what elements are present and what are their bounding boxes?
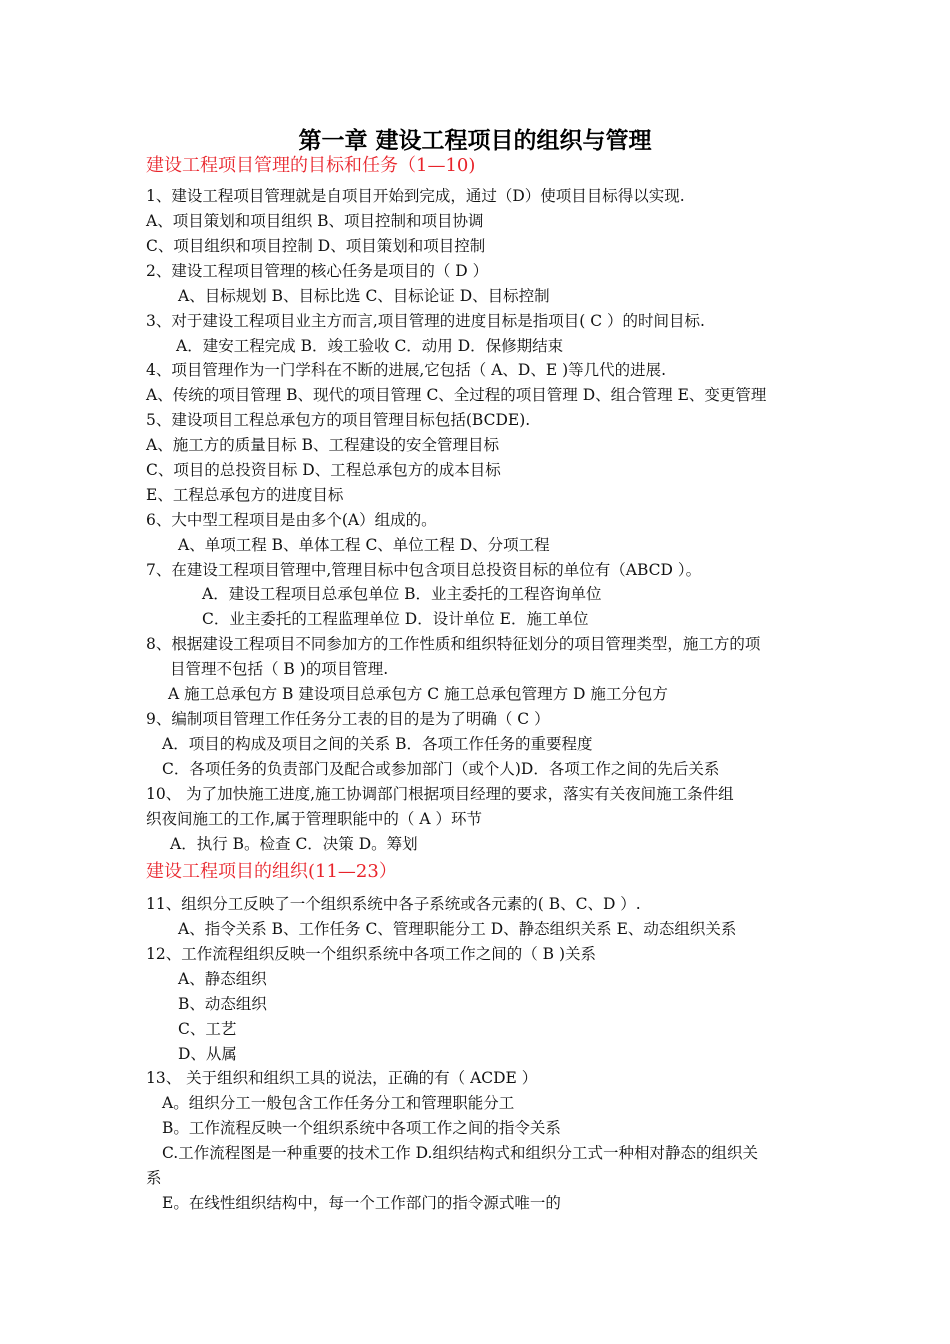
- question-10: 10、 为了加快施工进度,施工协调部门根据项目经理的要求，落实有关夜间施工条件组: [146, 785, 734, 803]
- question-12-option-d: D、从属: [178, 1045, 237, 1063]
- question-9-options-cd: C．各项任务的负责部门及配合或参加部门（或个人)D．各项工作之间的先后关系: [162, 760, 720, 778]
- question-12-option-c: C、工艺: [178, 1020, 237, 1038]
- question-4: 4、项目管理作为一门学科在不断的进展,它包括（ A、D、E )等几代的进展.: [146, 361, 667, 379]
- question-13-options-cd-continued: 系: [146, 1169, 162, 1187]
- question-13-options-cd: C.工作流程图是一种重要的技术工作 D.组织结构式和组织分工式一种相对静态的组织关: [162, 1144, 758, 1162]
- question-13-option-b: B。工作流程反映一个组织系统中各项工作之间的指令关系: [162, 1119, 561, 1137]
- question-13-option-e: E。在线性组织结构中，每一个工作部门的指令源式唯一的: [162, 1194, 561, 1212]
- question-9-options-ab: A．项目的构成及项目之间的关系 B．各项工作任务的重要程度: [162, 735, 593, 753]
- question-5: 5、建设项目工程总承包方的项目管理目标包括(BCDE).: [146, 411, 531, 429]
- question-2: 2、建设工程项目管理的核心任务是项目的（ D ）: [146, 262, 489, 280]
- question-11: 11、组织分工反映了一个组织系统中各子系统或各元素的( B、C、D ）.: [146, 895, 641, 913]
- question-9: 9、编制项目管理工作任务分工表的目的是为了明确（ C ）: [146, 710, 550, 728]
- question-10-continued: 织夜间施工的工作,属于管理职能中的（ A ）环节: [146, 810, 482, 828]
- question-7: 7、在建设工程项目管理中,管理目标中包含项目总投资目标的单位有（ABCD ）。: [146, 561, 702, 579]
- question-12-option-b: B、动态组织: [178, 995, 267, 1013]
- question-1-options-cd: C、项目组织和项目控制 D、项目策划和项目控制: [146, 237, 486, 255]
- question-10-options: A．执行 B。检查 C．决策 D。筹划: [170, 835, 418, 853]
- section-heading-goals: 建设工程项目管理的目标和任务（1—10): [146, 155, 476, 176]
- question-12-option-a: A、静态组织: [178, 970, 267, 988]
- question-5-option-e: E、工程总承包方的进度目标: [146, 486, 344, 504]
- question-3-options: A．建安工程完成 B．竣工验收 C．动用 D．保修期结束: [176, 337, 564, 355]
- chapter-title: 第一章 建设工程项目的组织与管理: [298, 128, 652, 154]
- question-5-options-cd: C、项目的总投资目标 D、工程总承包方的成本目标: [146, 461, 501, 479]
- question-13: 13、 关于组织和组织工具的说法，正确的有（ ACDE ）: [146, 1069, 538, 1087]
- question-6: 6、大中型工程项目是由多个(A）组成的。: [146, 511, 437, 529]
- question-5-options-ab: A、施工方的质量目标 B、工程建设的安全管理目标: [146, 436, 500, 454]
- question-1-options-ab: A、项目策划和项目组织 B、项目控制和项目协调: [146, 212, 484, 230]
- question-12: 12、工作流程组织反映一个组织系统中各项工作之间的（ B )关系: [146, 945, 597, 963]
- question-4-options: A、传统的项目管理 B、现代的项目管理 C、全过程的项目管理 D、组合管理 E、变更管理: [146, 386, 767, 404]
- question-7-options-ab: A．建设工程项目总承包单位 B．业主委托的工程咨询单位: [202, 585, 602, 603]
- question-2-options: A、目标规划 B、目标比选 C、目标论证 D、目标控制: [178, 287, 550, 305]
- question-1: 1、建设工程项目管理就是自项目开始到完成，通过（D）使项目目标得以实现.: [146, 187, 685, 205]
- question-8-options: A 施工总承包方 B 建设项目总承包方 C 施工总承包管理方 D 施工分包方: [168, 685, 668, 703]
- question-3: 3、对于建设工程项目业主方而言,项目管理的进度目标是指项目( C ）的时间目标.: [146, 312, 705, 330]
- section-heading-organization: 建设工程项目的组织(11—23）: [146, 861, 397, 882]
- question-8: 8、根据建设工程项目不同参加方的工作性质和组织特征划分的项目管理类型，施工方的项: [146, 635, 761, 653]
- question-13-option-a: A。组织分工一般包含工作任务分工和管理职能分工: [162, 1094, 515, 1112]
- question-11-options: A、指令关系 B、工作任务 C、管理职能分工 D、静态组织关系 E、动态组织关系: [178, 920, 737, 938]
- question-8-continued: 目管理不包括（ B )的项目管理.: [170, 660, 389, 678]
- question-6-options: A、单项工程 B、单体工程 C、单位工程 D、分项工程: [178, 536, 550, 554]
- question-7-options-cde: C．业主委托的工程监理单位 D．设计单位 E．施工单位: [202, 610, 589, 628]
